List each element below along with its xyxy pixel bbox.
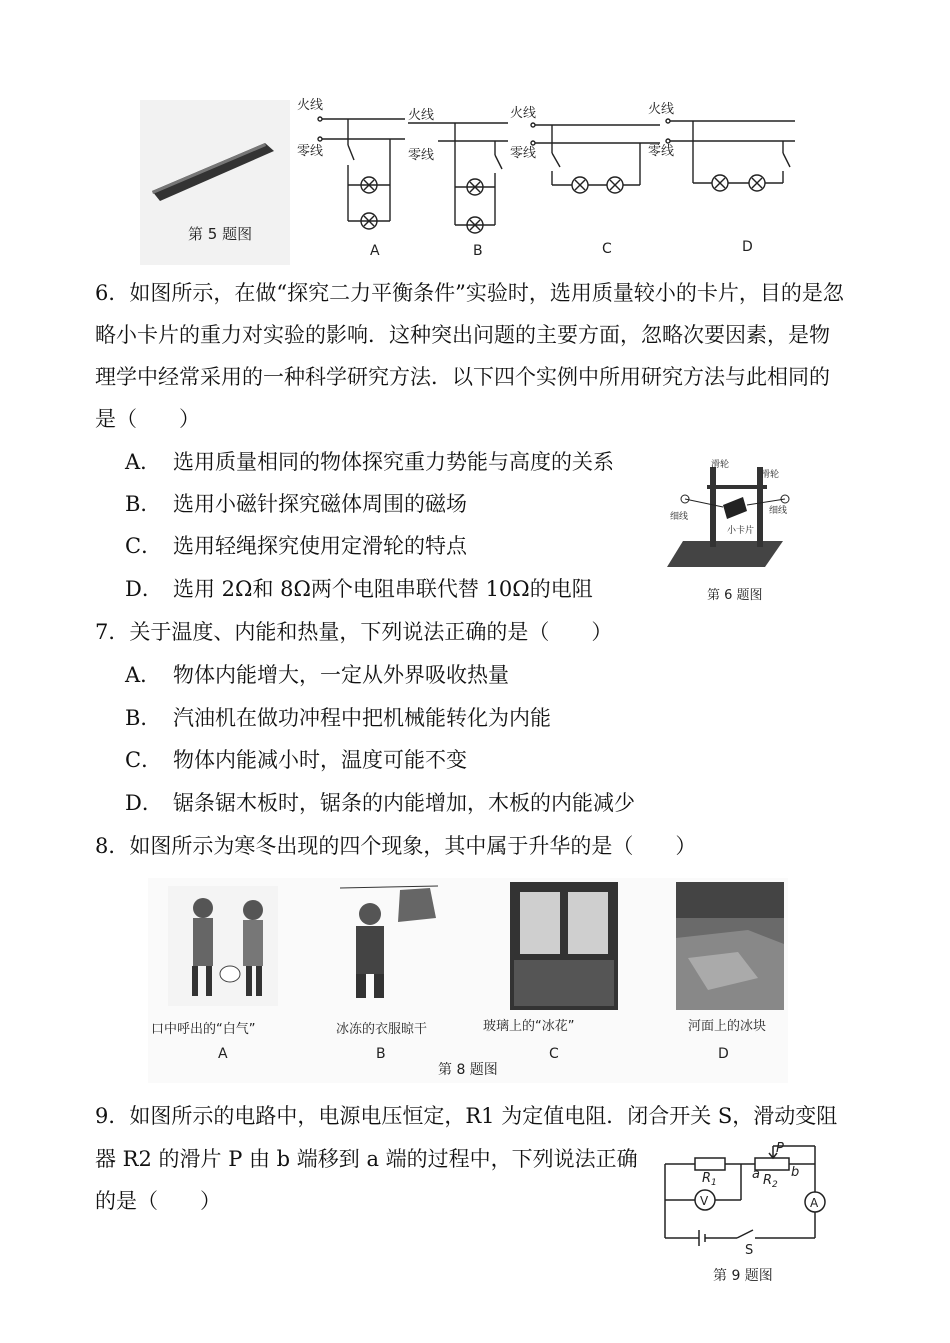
q6-stem-line-1: 6．如图所示，在做“探究二力平衡条件”实验时，选用质量较小的卡片，目的是忽 xyxy=(95,281,844,305)
q6-option-c: C． 选用轻绳探究使用定滑轮的特点 xyxy=(125,534,467,558)
q6-option-b: B． 选用小磁针探究磁体周围的磁场 xyxy=(125,492,467,516)
q8-caption: 第 8 题图 xyxy=(438,1062,498,1078)
circuit-a-live-label: 火线 xyxy=(297,98,324,113)
q8-panel-c-letter: C xyxy=(549,1046,559,1062)
q7-stem: 7．关于温度、内能和热量，下列说法正确的是（ ） xyxy=(95,620,613,644)
q6-stem-line-2: 略小卡片的重力对实验的影响．这种突出问题的主要方面，忽略次要因素，是物 xyxy=(95,323,830,347)
q8-panel-c-caption: 玻璃上的“冰花” xyxy=(483,1019,575,1034)
q9-figure-svg xyxy=(655,1140,835,1288)
q8-panel-c-illustration xyxy=(510,882,618,1010)
q6-stem-line-4: 是（ ） xyxy=(95,407,200,431)
circuit-a-neutral-label: 零线 xyxy=(297,144,324,159)
q6-pulley-left: 滑轮 xyxy=(711,460,730,470)
q8-panel-a-illustration xyxy=(168,886,278,1006)
q6-figure xyxy=(665,455,800,605)
q6-option-d: D． 选用 2Ω和 8Ω两个电阻串联代替 10Ω的电阻 xyxy=(125,577,593,601)
circuit-a-letter: A xyxy=(370,243,380,259)
q8-panel-b-letter: B xyxy=(376,1046,386,1062)
q6-thread-left: 细线 xyxy=(670,512,689,522)
q5-caption: 第 5 题图 xyxy=(188,225,253,243)
circuit-b-live-label: 火线 xyxy=(408,108,435,123)
q6-thread-right: 细线 xyxy=(769,506,788,516)
q5-figure xyxy=(140,95,800,267)
q9-ammeter-label: A xyxy=(810,1196,819,1210)
q9-a-label: a xyxy=(752,1167,760,1182)
q9-stem-line-3: 的是（ ） xyxy=(95,1189,221,1213)
circuit-c-live-label: 火线 xyxy=(510,106,537,121)
circuit-a xyxy=(297,97,405,259)
circuit-c xyxy=(510,105,660,257)
q8-panel-d-caption: 河面上的冰块 xyxy=(688,1019,767,1034)
q8-stem: 8．如图所示为寒冬出现的四个现象，其中属于升华的是（ ） xyxy=(95,834,697,858)
q9-stem-line-2: 器 R2 的滑片 P 由 b 端移到 a 端的过程中，下列说法正确 xyxy=(95,1147,638,1171)
q8-panel-d-illustration xyxy=(676,882,784,1010)
q8-figure-svg xyxy=(148,878,788,1083)
q6-stem-line-3: 理学中经常采用的一种科学研究方法．以下四个实例中所用研究方法与此相同的 xyxy=(95,365,830,389)
q6-caption: 第 6 题图 xyxy=(707,588,763,603)
circuit-d xyxy=(648,101,795,255)
q9-r1-label: $R_1$ xyxy=(702,1171,717,1188)
circuit-c-neutral-label: 零线 xyxy=(510,146,537,161)
q9-r2-label: $R_2$ xyxy=(763,1173,778,1190)
circuit-d-neutral-label: 零线 xyxy=(648,144,675,159)
q6-pulley-right: 滑轮 xyxy=(761,470,780,480)
q7-option-c: C． 物体内能减小时，温度可能不变 xyxy=(125,748,467,772)
q8-figure xyxy=(148,878,788,1083)
q6-card-label: 小卡片 xyxy=(727,526,755,536)
q9-caption: 第 9 题图 xyxy=(713,1268,773,1284)
q8-panel-a-letter: A xyxy=(218,1046,228,1062)
circuit-d-letter: D xyxy=(742,239,753,255)
q9-voltmeter-label: V xyxy=(700,1194,709,1208)
circuit-c-letter: C xyxy=(602,241,612,257)
q6-figure-svg xyxy=(665,455,800,605)
q7-option-b: B． 汽油机在做功冲程中把机械能转化为内能 xyxy=(125,706,551,730)
q8-panel-a-caption: 口中呼出的“白气” xyxy=(151,1022,256,1037)
circuit-d-live-label: 火线 xyxy=(648,102,675,117)
circuit-b-letter: B xyxy=(473,243,483,259)
q8-panel-d-letter: D xyxy=(718,1046,729,1062)
q7-option-d: D． 锯条锯木板时，锯条的内能增加，木板的内能减少 xyxy=(125,791,635,815)
q9-stem-line-1: 9．如图所示的电路中，电源电压恒定，R1 为定值电阻．闭合开关 S，滑动变阻 xyxy=(95,1104,838,1128)
q5-figure-svg xyxy=(140,95,800,267)
q9-figure xyxy=(655,1140,835,1288)
circuit-b xyxy=(408,107,508,259)
q9-p-label: P xyxy=(776,1141,784,1156)
q7-option-a: A． 物体内能增大，一定从外界吸收热量 xyxy=(125,663,509,687)
q9-b-label: b xyxy=(791,1165,800,1180)
q6-option-a: A． 选用质量相同的物体探究重力势能与高度的关系 xyxy=(125,450,614,474)
circuit-b-neutral-label: 零线 xyxy=(408,148,435,163)
q8-panel-b-caption: 冰冻的衣服晾干 xyxy=(336,1022,428,1037)
q9-switch-label: S xyxy=(745,1243,754,1258)
